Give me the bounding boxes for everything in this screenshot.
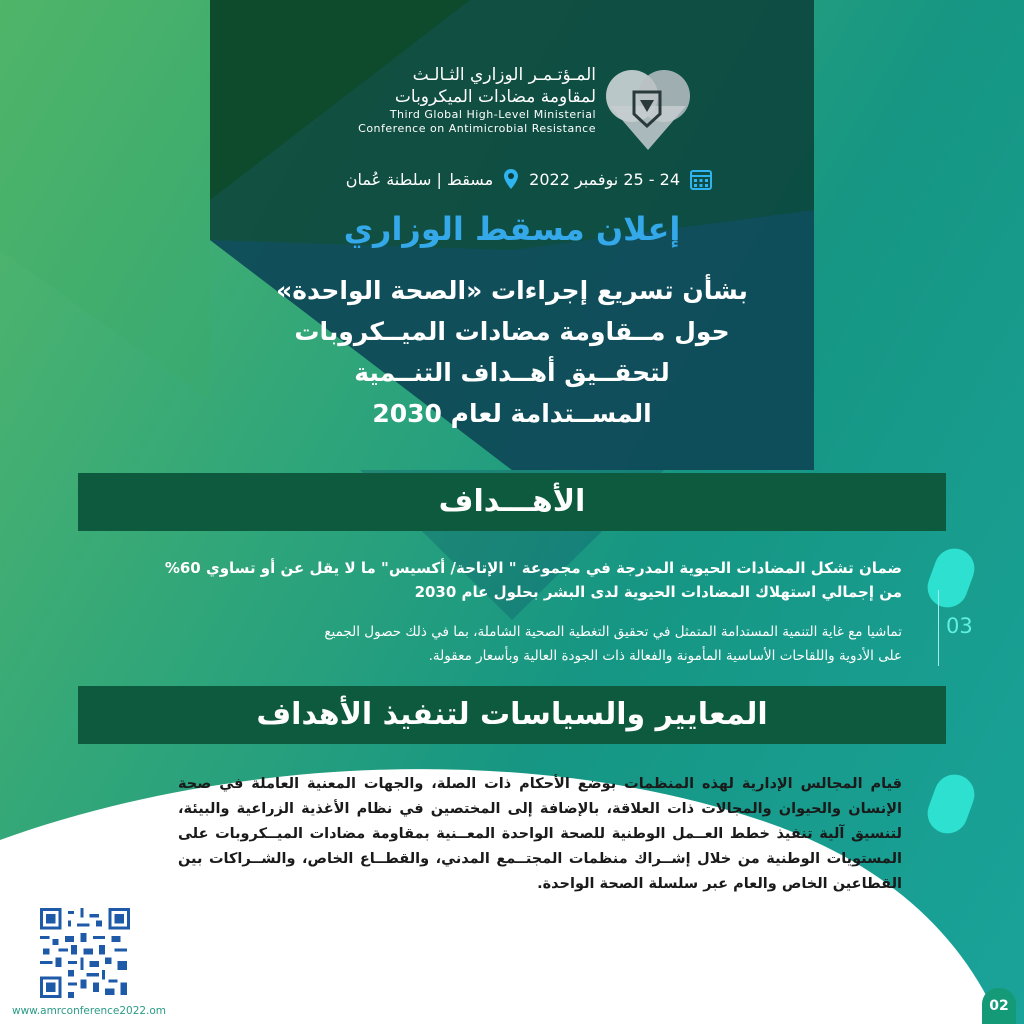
subtitle-line: بشأن تسريع إجراءات «الصحة الواحدة»	[276, 276, 748, 305]
calendar-icon	[690, 168, 712, 190]
website-url: www.amrconference2022.om	[12, 1005, 167, 1017]
divider-line	[938, 590, 939, 666]
goal-line: ضمان تشكل المضادات الحيوية المدرجة في مجموعة " الإتاحة/ أكسيس" ما لا يقل عن أو تساوي 60%	[164, 559, 902, 577]
declaration-title: إعلان مسقط الوزاري	[343, 210, 681, 248]
logo-name-en-line1: Third Global High-Level Ministerial	[389, 108, 596, 121]
goal-note-line: على الأدوية واللقاحات الأساسية المأمونة والفعالة ذات الجودة العالية وبأسعار معقولة.	[428, 648, 902, 664]
event-date-location	[320, 166, 712, 192]
conference-logo	[320, 56, 700, 156]
goal-statement	[160, 556, 902, 604]
logo-name-en-line2: Conference on Antimicrobial Resistance	[358, 122, 596, 135]
goal-note-line: تماشيا مع غاية التنمية المستدامة المتمثل في تحقيق التغطية الصحية الشاملة، بما في ذلك حصول الجميع	[324, 624, 902, 640]
policies-heading: المعايير والسياسات لتنفيذ الأهداف	[78, 686, 946, 744]
goals-heading: الأهـــداف	[78, 473, 946, 531]
location-text: مسقط | سلطنة عُمان	[345, 169, 494, 189]
subtitle-line: حول مــقاومة مضادات الميــكروبات	[294, 317, 730, 346]
declaration-subtitle	[210, 270, 814, 434]
qr-code-icon	[40, 908, 130, 998]
policy-text: قيام المجالس الإدارية لهذه المنظمات بوضع الأحكام ذات الصلة، والجهات المعنية العاملة في صحة الإنسان والحيوان والمجالات ذات العلاقة، بالإضافة إلى المختصين في نظام الأغذية الزراعية والبيئة، لتنسيق آلية تنفيذ خطط العــمل الوطنية للصحة الواحدة المعــنية بمقاومة مضادات الميــكروبات على المستويات الوطنية من خلال إشــراك منظمات المجتــمع المدني، والقطــاع الخاص، والشــراكات بين القطاعين الخاص والعام عبر سلسلة الصحة الواحدة.	[178, 776, 902, 892]
goal-note	[160, 620, 902, 668]
goal-line: من إجمالي استهلاك المضادات الحيوية لدى البشر بحلول عام 2030	[414, 583, 902, 601]
location-pin-icon	[503, 168, 519, 190]
logo-name-ar-line2: لمقاومة مضادات الميكروبات	[394, 87, 596, 107]
subtitle-line: لتحقــيق أهــداف التنــمية	[354, 358, 670, 387]
page-number: 02	[982, 988, 1016, 1024]
logo-name-ar-line1: المـؤتـمـر الوزاري الثـالـث	[412, 65, 596, 85]
goal-number: 03	[946, 614, 973, 638]
heart-shield-logo-icon	[602, 62, 694, 154]
subtitle-line: المســتدامة لعام 2030	[372, 399, 652, 428]
date-text: 24 - 25 نوفمبر 2022	[529, 169, 680, 189]
logo-text	[358, 64, 596, 136]
